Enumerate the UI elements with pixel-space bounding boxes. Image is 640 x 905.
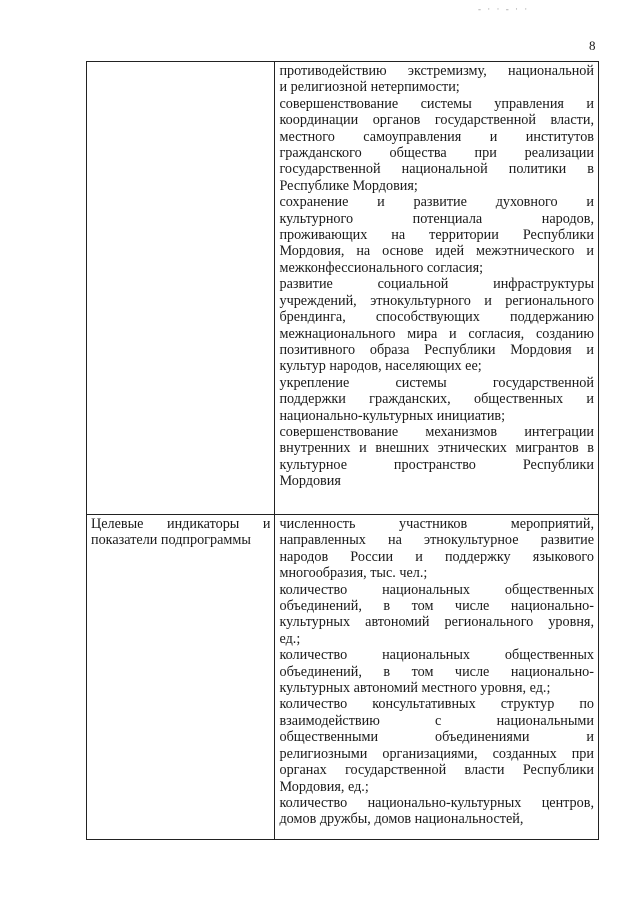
- text-line: сохранение и развитие духовного и: [279, 194, 594, 211]
- text-line: государственной национальной политики в: [279, 161, 594, 178]
- text-line: культурное пространство Республики: [279, 456, 594, 473]
- text-line: совершенствование системы управления и: [279, 95, 594, 112]
- row2-right-cell: [275, 515, 599, 840]
- text-line: Республике Мордовия;: [279, 177, 418, 194]
- text-line: культурных автономий местного уровня, ед.;: [279, 680, 551, 697]
- text-line: межнационального мира и согласия, созданию: [279, 325, 594, 342]
- text-line: Мордовия: [279, 473, 341, 490]
- text-line: Мордовия, на основе идей межэтнического и: [279, 243, 594, 260]
- text-line: учреждений, этнокультурного и регионального: [279, 292, 594, 309]
- text-line: взаимодействию с национальными: [279, 712, 594, 729]
- row2-left-cell: [87, 515, 275, 840]
- text-line: органах государственной власти Республики: [279, 762, 594, 779]
- scan-marks: - · · - · ·: [478, 4, 530, 14]
- text-line: общественными объединениями и: [279, 729, 594, 746]
- text-line: народов России и поддержку языкового: [279, 548, 594, 565]
- text-line: внутренних и внешних этнических мигрантов в: [279, 440, 594, 457]
- text-line: показатели подпрограммы: [91, 532, 251, 549]
- text-line: культур народов, населяющих ее;: [279, 358, 482, 375]
- text-line: религиозными организациями, созданных при: [279, 745, 594, 762]
- table-row: [87, 515, 599, 840]
- text-line: координации органов государственной власти,: [279, 112, 594, 129]
- text-line: ед.;: [279, 630, 301, 647]
- text-line: Мордовия, ед.;: [279, 778, 369, 795]
- text-line: гражданского общества при реализации: [279, 145, 594, 162]
- table-row: [87, 62, 599, 515]
- text-line: укрепление системы государственной: [279, 374, 594, 391]
- text-line: развитие социальной инфраструктуры: [279, 276, 594, 293]
- row1-right-cell: [275, 62, 599, 515]
- text-line: местного самоуправления и институтов: [279, 128, 594, 145]
- text-line: совершенствование механизмов интеграции: [279, 423, 594, 440]
- text-line: межконфессионального согласия;: [279, 259, 484, 276]
- text-line: количество национальных общественных: [279, 581, 594, 598]
- text-line: национально-культурных инициатив;: [279, 407, 506, 424]
- text-line: количество национально-культурных центров,: [279, 794, 594, 811]
- text-line: Целевые индикаторы и: [91, 516, 271, 532]
- text-line: количество консультативных структур по: [279, 696, 594, 713]
- text-line: и религиозной нетерпимости;: [279, 79, 460, 96]
- text-line: поддержки гражданских, общественных и: [279, 391, 594, 408]
- text-line: многообразия, тыс. чел.;: [279, 565, 428, 582]
- text-line: культурного потенциала народов,: [279, 210, 594, 227]
- text-line: противодействию экстремизму, национальной: [279, 63, 594, 79]
- page-number: 8: [589, 38, 596, 53]
- text-line: культурных автономий регионального уровня,: [279, 614, 594, 631]
- text-line: домов дружбы, домов национальностей,: [279, 811, 524, 828]
- text-line: брендинга, способствующих поддержанию: [279, 309, 594, 326]
- subprogram-passport-table: [86, 61, 599, 840]
- text-line: направленных на этнокультурное развитие: [279, 532, 594, 549]
- text-line: численность участников мероприятий,: [279, 516, 594, 532]
- text-line: позитивного образа Республики Мордовия и: [279, 341, 594, 358]
- text-line: объединений, в том числе национально-: [279, 663, 594, 680]
- text-line: объединений, в том числе национально-: [279, 598, 594, 615]
- text-line: количество национальных общественных: [279, 647, 594, 664]
- row1-left-cell: [87, 62, 275, 515]
- text-line: проживающих на территории Республики: [279, 227, 594, 244]
